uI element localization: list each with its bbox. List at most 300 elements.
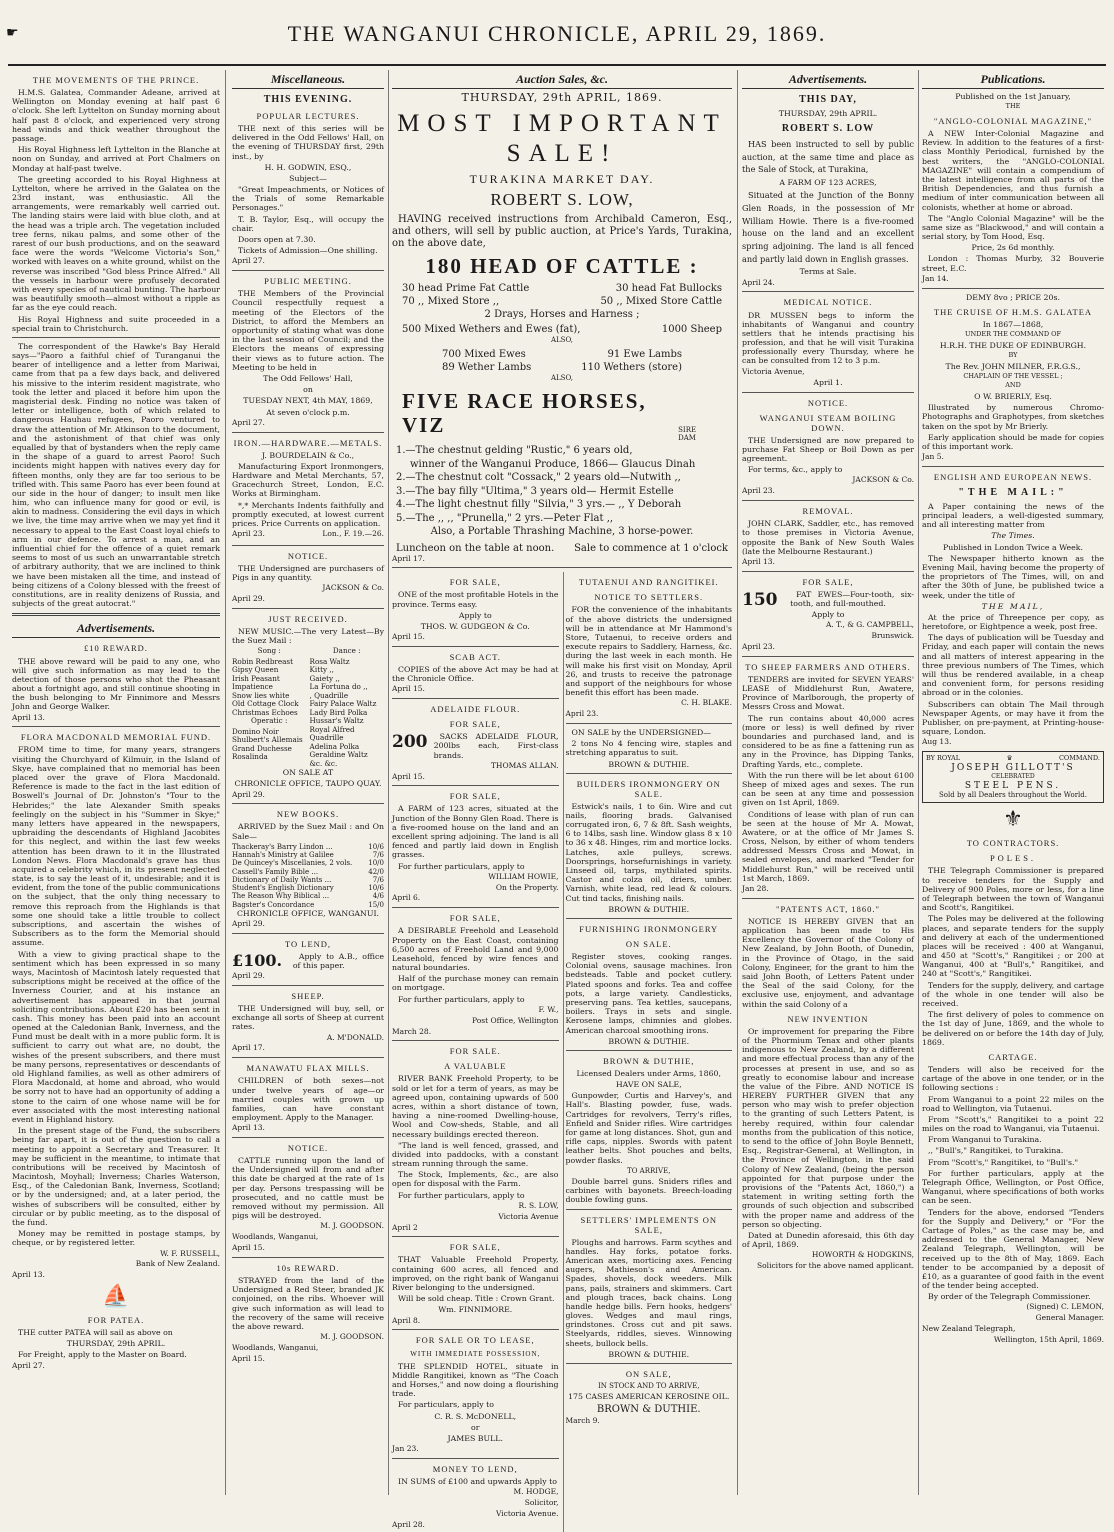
ad-date: April 6. — [392, 893, 421, 903]
ad-date: April 23. — [742, 486, 775, 496]
ad-date: April 29. — [232, 971, 265, 981]
ad-text: The run contains about 40,000 acres (more or less) is well defined by river boundaries and purchased land, and is considered to be as fine a fattening run as any in the Province, has Dipping Tanks, Drafting Yards, etc., complete. — [742, 713, 914, 769]
ad-text: H.R.H. THE DUKE OF EDINBURGH. — [939, 340, 1087, 350]
ad-signature: WILLIAM HOWIE, — [488, 871, 559, 881]
ad-text: or — [471, 1422, 480, 1432]
divider — [392, 1040, 559, 1041]
ad-text: With the run there will be let about 6100 Sheep of mixed ages and sexes. The run can be seen at any time and possession given on 1st April, 1869. — [742, 770, 914, 808]
list-item: Irish Peasant — [232, 673, 280, 683]
ad-text: Conditions of lease with plan of run can be seen at the house of Mr A. Mowat, Awatere, or at the office of Mr James S. Cross, Nelson, by either of whom tenders addressed Messrs Cross and Mowat, in sealed envelopes, and marked "Tender for Middlehurst Run," will be received until 1st March, 1869. — [742, 809, 914, 883]
ad-signature: Post Office, Wellington — [471, 1015, 559, 1025]
ad-text: TUESDAY NEXT, 4th MAY, 1869, — [243, 396, 373, 406]
ad-text: Situated at the Junction of the Bonny Glen Roads, in the possession of Mr William Howie. There is a five-roomed house on the land and an excellent spring adjoining. The land is all fenced and partly laid down in English grasses. — [742, 190, 914, 264]
ad-title: NEW BOOKS. — [276, 809, 340, 820]
ad-date: April 15. — [392, 684, 425, 694]
ad-text: Double barrel guns. Sniders rifles and carbines with bayonets. Breech-loading double fowling guns. — [565, 1177, 732, 1205]
ad-text: THE Members of the Provincial Council respectfully request a meeting of the Electors of the District, to afford the Members an opportunity of stating what was done in the last session of Council; and the Electors the means of expressing their views as to future action. The Meeting to be held in — [232, 289, 384, 372]
music-list — [232, 647, 384, 768]
ad-text: London : Thomas Murby, 32 Bouverie street, E.C. — [922, 254, 1104, 273]
divider — [566, 773, 733, 774]
auction-headline: MOST IMPORTANT SALE! — [397, 110, 727, 167]
ad-date: April 28. — [392, 1519, 425, 1529]
divider — [742, 571, 914, 572]
list-item: Adelina Polka — [309, 741, 360, 751]
list-item: Impatience — [232, 682, 273, 692]
ad-subtitle: NOTICE TO SETTLERS. — [594, 592, 704, 603]
ad-title: FOR PATEA. — [87, 1315, 145, 1326]
ad-title: REMOVAL. — [802, 506, 854, 517]
divider — [742, 898, 914, 899]
ad-text: "The land is well fenced, grassed, and divided into paddocks, with a constant stream running through the same. — [392, 1140, 559, 1169]
ad-text: NEW MUSIC.—The very Latest—By the Suez Mail : — [232, 627, 384, 646]
ad-text: At seven o'clock p.m. — [266, 407, 350, 417]
ad-subtitle: POPULAR LECTURES. — [256, 110, 360, 121]
article-paragraph: His Royal Highness left Lyttelton in the Blanche at noon on Sunday, and arrived at Port Chalmers on Monday at half-past twelve. — [12, 145, 220, 173]
ad-title: SHEEP. — [291, 991, 325, 1002]
column-divider — [737, 70, 738, 1495]
ad-title: ADELAIDE FLOUR. — [430, 704, 521, 715]
ad-text: Apply to A.B., office of this paper. — [292, 951, 384, 970]
ad-date: April 17. — [392, 553, 425, 563]
ad-text: At the price of Threepence per copy, as heretofore, or Eightpence a week, post free. — [922, 612, 1104, 632]
divider — [566, 1209, 733, 1210]
ad-signature: BROWN & DUTHIE. — [608, 1349, 690, 1359]
list-heading: Song : — [257, 646, 281, 656]
ad-subtitle: FOR SALE, — [449, 719, 501, 730]
column-2 — [232, 70, 384, 1495]
ad-text: ONE of the most profitable Hotels in the province. Terms easy. — [392, 590, 559, 609]
ad-text: *,* Merchants Indents faithfully and promptly executed, at lowest current prices. Price Currents on application. — [232, 500, 384, 528]
ad-text: CELEBRATED — [991, 773, 1035, 781]
list-item: Snow lies white — [232, 690, 290, 700]
ad-title: SCAB ACT. — [449, 651, 501, 662]
ad-signature: R. S. LOW, — [518, 1200, 559, 1210]
ad-text: FOR the convenience of the inhabitants of the above districts the undersigned will be in attendance at Mr Hammond's Store, Tutaenui, to receive orders and execute repairs to Saddlery, Harness, &c. during the last week in each month. He will make his first visit on Monday, April 26, and trusts to receive the patronage and support of the neighbours for whose benefit this effort has been made. — [565, 605, 732, 698]
ad-text: THAT Valuable Freehold Property, containing 600 acres, all fenced and improved, on the right bank of Wanganui River belonging to the undersigned. — [392, 1255, 559, 1292]
sale-time: Sale to commence at 1 o'clock — [574, 542, 728, 554]
list-item: 4.—The light chestnut filly "Silvia," 3 yrs.— ,, Y Deborah — [396, 499, 682, 511]
ad-text: FROM time to time, for many years, strangers visiting the Churchyard of Kilmuir, in the Island of Skye, have complained that no memorial has been placed over the grave of Flora Macdonald. Reference is made to the fact in the last edition of Boswell's Journal of Dr. Johnston's "Tour to the Hebrides;" the late Alexander Smith speaks feelingly on the subject in his "Summer in Skye;" many letters have appeared in the newspapers, upbraiding the descendants of Highland Jacobites for this neglect, and within the last few weeks attention has been drawn to it in the Illustrated London News. Flora Macdonald's grave has thus acquired a celebrity which, in its present neglected state, is to say the least of it, undesirable; and it is evident, from the tone of the public communications on the subject, that the only thing necessary to remove this reproach from the Highlands is that some one should take a little trouble to collect subscriptions, and ascertain the wishes of Subscribers as to the form the Memorial should assume. — [12, 745, 220, 948]
ad-text: CHAPLAIN OF THE VESSEL ; — [963, 371, 1063, 380]
ad-text: IN SUMS of £100 and upwards Apply to — [398, 1476, 557, 1486]
ad-text: ARRIVED by the Suez Mail : and On Sale— — [232, 822, 384, 841]
column-1 — [12, 70, 220, 1495]
ad-signature: A. T., & G. CAMPBELL, — [825, 620, 914, 630]
divider — [232, 545, 384, 546]
lend-amount: £100. — [232, 950, 283, 970]
ad-subtitle: POLES. — [989, 853, 1037, 864]
luncheon-note: Luncheon on the table at noon. — [396, 542, 555, 554]
article-paragraph: His Royal Highness and suite proceeded in a special train to Christchurch. — [12, 314, 220, 333]
section-header: Miscellaneous. — [232, 72, 384, 89]
divider — [232, 985, 384, 986]
ad-date: April 17. — [232, 1043, 265, 1053]
ad-text: A DESIRABLE Freehold and Leasehold Property on the East Coast, containing 6,500 acres of Freehold Land and 9,000 Leasehold, fenced by wire fences and natural boundaries. — [392, 926, 559, 973]
section-header: Auction Sales, &c. — [392, 72, 732, 89]
divider — [392, 698, 559, 699]
ad-text: For particulars, apply to — [398, 1400, 494, 1410]
ad-text: BY ROYAL — [926, 754, 961, 763]
masthead-rule — [8, 64, 1106, 66]
ad-text: From Wanganui to a point 22 miles on the road to Wellington, via Tutaenui. — [922, 1094, 1104, 1113]
ad-text: Register stoves, cooking ranges. Colonial ovens, sausage machines. Iron bedsteads. Table and pocket cutlery. Plated spoons and forks. Tea and coffee pots, a large variety. Candlesticks, preserving pans. Tea kettles, saucepans, boilers. Trays in sets and single. Kerosene lamps, chimnies and globes. American charcoal smoothing irons. — [565, 952, 732, 1035]
ad-text: For terms, &c., apply to — [748, 465, 843, 475]
list-item: Lady Bird Polka — [309, 707, 368, 717]
ad-text: Ploughs and harrows. Farm scythes and handles. Hay forks, potatoe forks. American axes, morticing axes. Fencing augers, Mathieson's and American. Spades, shovels, dock weeders. Milk pans, pails, strainers and skimmers. Cart and plough traces, back chains. Long handle hedge bills. Fern hooks, hedgers' gloves. Wedges and maul rings, grindstones. Cross cut and pit saws. Steelyards, riddles, sieves. Winnowing sheets, bullock bells. — [565, 1237, 732, 1348]
list-item: Thackeray's Barry Lindon ... 10/6 — [232, 842, 384, 851]
list-item: Grand Duchesse — [232, 743, 292, 753]
race-horses-heading: FIVE RACE HORSES, VIZ — [402, 388, 647, 438]
auction-subcolumn-right — [564, 572, 733, 1531]
ad-date: April 27. — [12, 1360, 45, 1370]
ad-date: April 1. — [813, 378, 843, 388]
ad-text: H. H. GODWIN, ESQ., — [264, 162, 352, 172]
ad-text: HAS been instructed to sell by public auction, at the same time and place as the Sale of Stock, at Turakina, — [742, 138, 914, 175]
ad-text: CHRONICLE OFFICE, WANGANUI. — [236, 908, 380, 918]
ad-date: March 28. — [392, 1026, 432, 1036]
masthead — [0, 4, 1114, 64]
ad-date: Jan 14. — [922, 273, 949, 283]
ad-text: Victoria Avenue, — [742, 366, 805, 376]
ad-text: In the present stage of the Fund, the subscribers being far apart, it is out of the question to call a meeting to appoint a Secretary and Treasurer. It may be sufficient in the meantime, to intimate that contributions will be received by Macintosh of Macintosh, Moyhall; Inverness; Charles Waterson, Esq., of the Caledonian Bank, Inverness, Scotland; or by the undersigned; and, at a later period, the wishes of subscribers will be consulted, either by circular or by public meeting, as to the disposal of the fund. — [12, 1126, 220, 1228]
section-header: Publications. — [922, 72, 1104, 89]
ad-title: FOR SALE, — [802, 576, 854, 587]
ad-text: THURSDAY, 29th APRIL. — [778, 108, 878, 118]
ad-title: "ANGLO-COLONIAL MAGAZINE," — [933, 116, 1093, 126]
list-item: Hannah's Ministry at Galilee 7/6 — [232, 851, 384, 860]
ad-title: THE CRUISE OF H.M.S. GALATEA — [933, 306, 1093, 317]
list-heading: Dance : — [332, 646, 361, 656]
ad-signature: Solicitor, — [524, 1498, 559, 1508]
ad-text: FAT EWES—Four-tooth, six-tooth, and full-mouthed. — [790, 589, 914, 608]
ad-text: TENDERS are invited for SEVEN YEARS' LEASE of Middlehurst Run, Awatere, Province of Marlborough, the property of Messrs Cross and Mowat. — [742, 674, 914, 712]
ad-text: From "Scott's," Rangitikei, to "Bull's." — [928, 1157, 1079, 1167]
list-item: Dictionary of Daily Wants ... 7/6 — [232, 875, 384, 884]
ad-text: DR MUSSEN begs to inform the inhabitants of Wanganui and country settlers that he intends practising his profession, and that he will visit Turakina professionally every Thursday, where he can be consulted from 12 to 3 p.m. — [742, 310, 914, 366]
list-item: Rosalinda — [232, 752, 268, 762]
divider — [392, 646, 559, 647]
ad-text: DEMY 8vo ; PRICE 20s. — [966, 292, 1060, 302]
ad-title: FOR SALE. — [449, 1046, 501, 1057]
ad-text: Manufacturing Export Ironmongers, Hardware and Metal Merchants, 57, Gracechurch Street, London, E.C. Works at Birmingham. — [232, 461, 384, 499]
column-divider — [388, 70, 389, 1495]
cattle-heading: 180 HEAD OF CATTLE : — [425, 253, 699, 278]
ad-date: April 15. — [392, 632, 425, 642]
auctioneer-name: ROBERT S. LOW — [781, 123, 875, 135]
ad-text: ON SALE by the UNDERSIGNED— — [571, 727, 712, 737]
ad-text: THE cutter PATEA will sail as above on — [18, 1328, 173, 1338]
divider — [12, 726, 220, 727]
list-heading: ALSO, — [550, 373, 574, 382]
ad-signature: M. J. GOODSON. — [320, 1221, 384, 1231]
ad-date: April 27. — [232, 256, 265, 266]
ad-signature: General Manager. — [1035, 1313, 1104, 1323]
ad-title: TUTAENUI AND RANGITIKEI. — [578, 577, 719, 588]
ad-text: The Stock, Implements, &c., are also open for disposal with the Farm. — [392, 1170, 559, 1189]
ad-text: NOTICE IS HEREBY GIVEN that an application has been made to His Excellency the Governor of the Colony of New Zealand, by John Booth, of Dunedin, in the Province of Otago, in the said Colony, Engineer, for the grant to him the said John Booth, of Letters Patent under the Seal of the said Colony, for the exclusive use, enjoyment, and advantage within the said Colony of a — [742, 916, 914, 1009]
list-item: Cassell's Family Bible ... 42/0 — [232, 867, 384, 876]
ad-text: Tenders for the supply, delivery, and cartage of the whole in one tender will also be received. — [922, 980, 1104, 1008]
ad-date: April 13. — [232, 1123, 265, 1133]
ad-ref: Lon., F. 19.—26. — [322, 529, 384, 539]
book-list — [232, 843, 384, 909]
ad-date: Jan 28. — [742, 884, 769, 893]
ad-subtitle: IN STOCK AND TO ARRIVE, — [597, 1382, 700, 1391]
ad-text: Money may be remitted in postage stamps, by cheque, or by registered letter. — [12, 1229, 220, 1248]
divider — [566, 918, 733, 919]
ad-date: April 15. — [232, 1243, 265, 1253]
ad-subtitle: TO ARRIVE, — [627, 1166, 671, 1175]
ad-title: MONEY TO LEND, — [432, 1463, 518, 1474]
list-item: The Reason Why Biblical ... 4/6 — [232, 892, 384, 901]
ad-text: The Odd Fellows' Hall, — [263, 373, 353, 383]
divider — [392, 1236, 559, 1237]
ad-date: April 24. — [742, 277, 775, 287]
ad-text: RIVER BANK Freehold Property, to be sold or let for a term of years, as may be agreed upon, containing upwards of 500 acres, within a short distance of town, having a nine-roomed Dwelling-house, Wool and Cow-sheds, Stable, and all necessary buildings erected thereon. — [392, 1074, 559, 1139]
list-item: Old Cottage Clock — [232, 699, 299, 709]
ad-text: SACKS ADELAIDE FLOUR, 200lbs each, First-class brands. — [433, 732, 559, 760]
ad-title: FLORA MACDONALD MEMORIAL FUND. — [20, 732, 212, 743]
list-item: 1.—The chestnut gelding "Rustic," 6 years old, — [396, 445, 633, 457]
ad-subtitle: ON SALE. — [625, 938, 672, 949]
ad-text: The first delivery of poles to commence on the 1st day of June, 1869, and the whole to be delivered on or before the 14th day of July, 1869. — [922, 1010, 1104, 1047]
ad-text: THE — [1005, 102, 1021, 111]
ad-text: Apply to — [811, 610, 845, 620]
ad-title: FOR SALE OR TO LEASE, — [415, 1335, 535, 1346]
royal-arms-emblem: ⚜ — [1003, 807, 1023, 833]
list-item: 30 head Prime Fat Cattle 30 head Fat Bullocks — [402, 283, 722, 295]
column-divider — [225, 70, 226, 1495]
ad-signature: C. R. S. McDONELL, — [434, 1411, 517, 1421]
list-item: 3.—The bay filly "Ultima," 3 years old— Hermit Estelle — [396, 485, 674, 497]
ad-title: MEDICAL NOTICE. — [783, 297, 873, 308]
ad-date: April 13. — [742, 556, 775, 566]
ad-text: ON SALE AT — [282, 768, 334, 778]
ad-subtitle: CARTAGE. — [988, 1051, 1038, 1062]
ad-date: Aug 13. — [922, 737, 952, 747]
ad-text: A Paper containing the news of the principal leaders, a well-digested summary, and all interesting matter from — [922, 501, 1104, 530]
ad-text: "Great Impeachments, or Notices of the Trials of some Remarkable Personages." — [232, 185, 384, 213]
list-item: Gipsy Queen — [232, 665, 279, 675]
list-item: Geraldine Waltz — [309, 750, 368, 760]
ad-title: BUILDERS IRONMONGERY ON SALE. — [576, 778, 721, 799]
ad-text: THE MAIL, — [981, 601, 1045, 611]
list-item: Shulbert's Allemais — [232, 735, 303, 745]
list-heading: Operatic : — [251, 716, 288, 726]
ad-text: STRAYED from the land of the Undersigned a Red Steer, branded JK conjoined, on the ribs. Whoever will give such information as will lead to the recovery of the same will receive the above reward. — [232, 1275, 384, 1331]
ad-signature: Solicitors for the above named applicant. — [757, 1261, 914, 1271]
dam-label: DAM — [678, 433, 696, 442]
ad-title: £10 REWARD. — [84, 643, 148, 654]
ad-signature: (Signed) C. LEMON, — [1026, 1302, 1104, 1312]
list-item: Gaiety ,, — [309, 673, 340, 683]
divider — [232, 608, 384, 609]
list-item: Robin Redbreast — [232, 656, 293, 666]
ad-title: SETTLERS' IMPLEMENTS ON SALE, — [580, 1214, 717, 1235]
list-heading: ALSO, — [550, 336, 574, 345]
sire-label: SIRE — [678, 425, 697, 434]
ad-text: THE next of this series will be delivered in the Odd Fellows' Hall, on the evening of THURSDAY first, 29th inst., by — [232, 123, 384, 161]
ad-title: "THE MAIL:" — [958, 487, 1068, 499]
ad-signature: W. F. RUSSELL, — [160, 1248, 220, 1258]
ad-title: NOTICE. — [807, 397, 849, 408]
list-item: winner of the Wanganui Produce, 1866— Glaucus Dinah — [410, 458, 696, 470]
ad-text: THE SPLENDID HOTEL, situate in Middle Rangitikei, known as "The Coach and Horses," and now doing a flourishing trade. — [392, 1361, 559, 1399]
divider — [232, 933, 384, 934]
ad-text: For Freight, apply to the Master on Board. — [18, 1350, 187, 1360]
ad-text: Tenders will also be received for the cartage of the above in one tender, or in the following sections : — [922, 1064, 1104, 1093]
list-item: Fairy Palace Waltz — [309, 699, 377, 709]
ad-text: COMMAND. — [1058, 754, 1100, 763]
ad-text: Apply to — [458, 610, 492, 620]
divider — [922, 288, 1104, 289]
ad-text: Dated at Dunedin aforesaid, this 6th day of April, 1869. — [742, 1230, 914, 1250]
list-item: Royal Alfred Quadrille — [309, 724, 355, 743]
ad-date: April 29. — [232, 594, 265, 604]
ad-text: CATTLE running upon the land of the Undersigned will from and after this date be charged at the rate of 1s per day. Persons trespassing will be prosecuted, and no cattle must be removed without my permission. All pigs will be destroyed. — [232, 1156, 384, 1221]
ad-text: The Rev. JOHN MILNER, F.R.G.S., — [945, 361, 1081, 371]
ad-signature: BROWN & DUTHIE. — [596, 1403, 701, 1415]
ad-title: TO LEND, — [284, 938, 332, 949]
ad-text: In 1867—1868, — [982, 319, 1044, 329]
ad-text: The Times. — [991, 531, 1035, 541]
ad-text: The days of publication will be Tuesday and Friday, and each paper will contain the news and all matters of interest appearing in the three previous numbers of The Times, which will thus be rendered available, in a cheap and convenient form, for persons residing abroad or in the colonies. — [922, 633, 1104, 698]
ad-signature: F. W., — [538, 1004, 559, 1014]
divider — [392, 1329, 559, 1330]
column-4 — [742, 70, 914, 1495]
ad-title: FOR SALE, — [449, 913, 501, 924]
ad-subtitle: WANGANUI STEAM BOILING DOWN. — [759, 412, 897, 433]
ad-date: April 23. — [742, 642, 775, 652]
crown-icon: ♛ — [1006, 754, 1013, 763]
ad-date: April 2 — [392, 1222, 418, 1232]
ad-text: Or improvement for preparing the Fibre of the Phormium Tenax and other plants indigenous to New Zealand, by a different and more effectual process than any of the processes at present in use, and so as greatly to economise labour and increase the value of the Fibre. AND NOTICE IS HEREBY FURTHER GIVEN that any person who may wish to prefer objection to the granting of such Letters Patent, is hereby required, within four calendar months from the publication of this notice, to send to the office of John Boyle Bennett, Esq., Registrar-General, at Wellington, in the Province of Wellington, in the said Colony of New Zealand, (being the person appointed for that purpose under the provisions of the "Patents Act, 1860,") a statement in writing setting forth the grounds of such objection and subscribed with the proper name and address of the person so objecting. — [742, 1026, 914, 1229]
ad-text: Doors open at 7.30. — [238, 235, 316, 245]
ad-text: Gunpowder, Curtis and Harvey's, and Hall's. Blasting powder, fuse, wads. Cartridges for revolvers, Terry's rifles, Enfield and Snider rifles. Wire cartridges for game at long distances. Shot, gun and rifle caps, nipples. Swords with patent leather belts. Shot pouches and belts, powder flasks. — [565, 1091, 732, 1165]
ad-text: BY — [1008, 350, 1018, 359]
ad-signature: BROWN & DUTHIE. — [608, 759, 690, 769]
ad-text: The Poles may be delivered at the following places, and separate tenders for the supply and delivery at each of the undermentioned places will be received : 400 at Wanganui, and 450 at "Scott's," Rangitikei ; or 200 at Wanganui, 400 at "Bull's," Rangitikei, and 240 at "Scott's," Rangitikei. — [922, 914, 1104, 979]
divider — [392, 567, 732, 568]
divider — [232, 1137, 384, 1138]
ad-signature: BROWN & DUTHIE. — [608, 1036, 690, 1046]
ad-text: J. BOURDELAIN & Co., — [261, 450, 355, 460]
ad-text: THE above reward will be paid to any one, who will give such information as may lead to the detection of those persons who shot the Pheasant about a fortnight ago, and still continue shooting in the bush belonging to Mr Finnimore and Messrs John and George Walker. — [12, 656, 220, 712]
ad-title: JOSEPH GILLOTT'S — [951, 762, 1075, 773]
ad-text: CHRONICLE OFFICE, TAUPO QUAY. — [234, 779, 382, 789]
ad-text: The "Anglo Colonial Magazine" will be the same size as "Blackwood," and will contain a serial story, by Tom Hood, Esq. — [922, 213, 1104, 242]
ad-title: FOR SALE, — [449, 791, 501, 802]
ad-signature: Wm. FINNIMORE. — [438, 1305, 513, 1315]
ad-signature: M. J. GOODSON. — [320, 1332, 384, 1342]
ad-text: Subject— — [289, 173, 327, 183]
ad-signature: JAMES BULL. — [447, 1433, 503, 1443]
ad-text: A FARM of 123 acres, situated at the Junction of the Bonny Glen Road. There is a five-roomed house on the land and an excellent spring adjoining. The land is all fenced and partly laid down in English grasses. — [392, 804, 559, 860]
ad-text: Estwick's nails, 1 to 6in. Wire and cut nails, flooring brads. Galvanised corrugated iron, 6, 7 & 8ft. Sash weights, 6 to 14lbs, sash line. Window glass 8 x 10 to 36 x 48. Hinges, rim and mortice locks. Latches, axle pulleys, screws. Doorsprings, horsefurnishings in variety. Linseed oil, tarps, mythilated spirits. Castor and colza oil, driers, umber. Varnish, white lead, red lead & colours. Cut tind tacks, finishing nails. — [565, 801, 732, 903]
divider — [392, 907, 559, 908]
divider — [742, 500, 914, 501]
article-paragraph: The greeting accorded to his Royal Highness at Lyttelton, where he arrived in the Galatea on the 23rd instant, was enthusiastic. All the arrangements, were remarkably well carried out. The landing stairs were laid with blue cloth, and at the head was a triple arch. The vegetation included tree ferns, nikau palms, and some other of the rarest of our bush productions, and on the seaward face were the words "Welcome Victoria's Son," worked with leaves on a white ground, whilst on the reverse was inscribed "God bless Prince Alfred." All the vessels in harbour were profusely decorated with every species of nautical bunting. The harbour was beautifully smooth—almost without a ripple as far as the eye could reach. — [12, 174, 220, 313]
ad-date: April 15. — [232, 1353, 265, 1363]
cattle-list — [402, 282, 722, 382]
ad-title: NOTICE. — [287, 550, 329, 561]
ad-text: Licensed Dealers under Arms, 1860, — [576, 1068, 721, 1078]
ad-text: 175 CASES AMERICAN KEROSINE OIL. — [568, 1392, 730, 1402]
ad-text: New Zealand Telegraph, — [922, 1324, 1016, 1334]
ad-text: For further particulars, apply to — [398, 861, 525, 871]
ad-text: ,, "Bull's," Rangitikei, to Turakina. — [928, 1146, 1064, 1156]
ad-text: Price, 2s 6d monthly. — [971, 243, 1055, 253]
list-item: 700 Mixed Ewes 91 Ewe Lambs — [442, 348, 682, 360]
ad-title: ON SALE, — [625, 1369, 672, 1380]
column-5 — [922, 70, 1104, 1495]
ad-date: Jan 5. — [922, 452, 944, 462]
divider — [392, 1458, 559, 1459]
list-item: 2.—The chestnut colt "Cossack," 2 years old—Nutwith ,, — [396, 472, 681, 484]
list-item: Rosa Waltz — [309, 656, 350, 666]
column-divider — [918, 70, 919, 1495]
ad-text: AND — [1005, 381, 1021, 390]
ad-title: FOR SALE, — [449, 577, 501, 588]
ad-text: THE Undersigned will buy, sell, or exchange all sorts of Sheep at current rates. — [232, 1004, 384, 1032]
list-item: Also, a Portable Thrashing Machine, 3 horse-power. — [430, 526, 694, 538]
list-item: De Quincey's Miscellanies, 2 vols. 10/0 — [232, 859, 384, 868]
divider — [232, 1057, 384, 1058]
section-header: Advertisements. — [12, 621, 220, 638]
ad-date: April 27. — [232, 417, 265, 427]
ad-title: BROWN & DUTHIE, — [603, 1055, 695, 1066]
list-item: &c. &c. — [309, 758, 338, 768]
auction-subcolumn-left — [392, 572, 564, 1531]
ad-signature: A. M'DONALD. — [326, 1032, 384, 1042]
auction-subcolumns — [392, 572, 732, 1531]
gillott-pens-ad — [922, 751, 1104, 803]
ad-text: COPIES of the above Act may be had at the Chronicle Office. — [392, 664, 559, 684]
ad-title: MANAWATU FLAX MILLS. — [246, 1063, 370, 1074]
ad-text: Published on the 1st January, — [955, 92, 1071, 102]
ad-title: JUST RECEIVED. — [268, 613, 348, 624]
list-item: 5.—The ,, ,, "Prunella," 2 yrs.—Peter Flat ,, — [396, 512, 614, 524]
divider — [922, 466, 1104, 467]
list-item: 2 Drays, Horses and Harness ; — [484, 309, 640, 321]
ad-title: THIS DAY, — [799, 94, 857, 106]
ad-title: NOTICE. — [287, 1143, 329, 1154]
ad-date: April 13. — [12, 712, 45, 722]
ad-text: Terms at Sale. — [799, 267, 857, 277]
ad-text: T. B. Taylor, Esq., will occupy the chair. — [232, 214, 384, 233]
ad-title: 10s REWARD. — [276, 1262, 340, 1273]
ad-text: Woodlands, Wanganui, — [232, 1342, 319, 1352]
ad-title: "PATENTS ACT, 1860." — [776, 903, 880, 914]
ad-date: April 23. — [232, 529, 265, 539]
ad-text: on — [303, 385, 313, 395]
article-heading: THE MOVEMENTS OF THE PRINCE. — [32, 75, 200, 85]
ad-title: FOR SALE, — [449, 1242, 501, 1253]
list-item: 70 ,, Mixed Store ,, 50 ,, Mixed Store Cattle — [402, 296, 722, 308]
article-paragraph: H.M.S. Galatea, Commander Adeane, arrived at Wellington on Monday evening at half past 6 o'clock. She left Lyttelton on Sunday morning about half past 8 o'clock, and experienced very strong head winds and thick weather throughout the passage. — [12, 88, 220, 143]
list-item: Bagster's Concordance 15/0 — [232, 900, 384, 909]
ad-text: THURSDAY, 29th APRIL. — [66, 1339, 166, 1349]
ad-text: Published in London Twice a Week. — [943, 542, 1083, 552]
ad-text: From Wanganui to Turakina. — [928, 1135, 1042, 1145]
ad-signature: C. H. BLAKE. — [681, 698, 732, 708]
ad-date: Wellington, 15th April, 1869. — [993, 1334, 1104, 1344]
ad-text: 2 tons No 4 fencing wire, staples and stretching apparatus to suit. — [565, 739, 732, 758]
ad-text: Tickets of Admission—One shilling. — [238, 246, 378, 256]
ad-text: THE Telegraph Commissioner is prepared to receive tenders for the Supply and Delivery of 900 Poles, more or less, for a line of Telegraph between the town of Wanganui and Scott's, Rangitikei. — [922, 866, 1104, 913]
ad-text: Woodlands, Wanganui, — [232, 1232, 319, 1242]
ad-text: By order of the Telegraph Commissioner. — [928, 1292, 1091, 1302]
